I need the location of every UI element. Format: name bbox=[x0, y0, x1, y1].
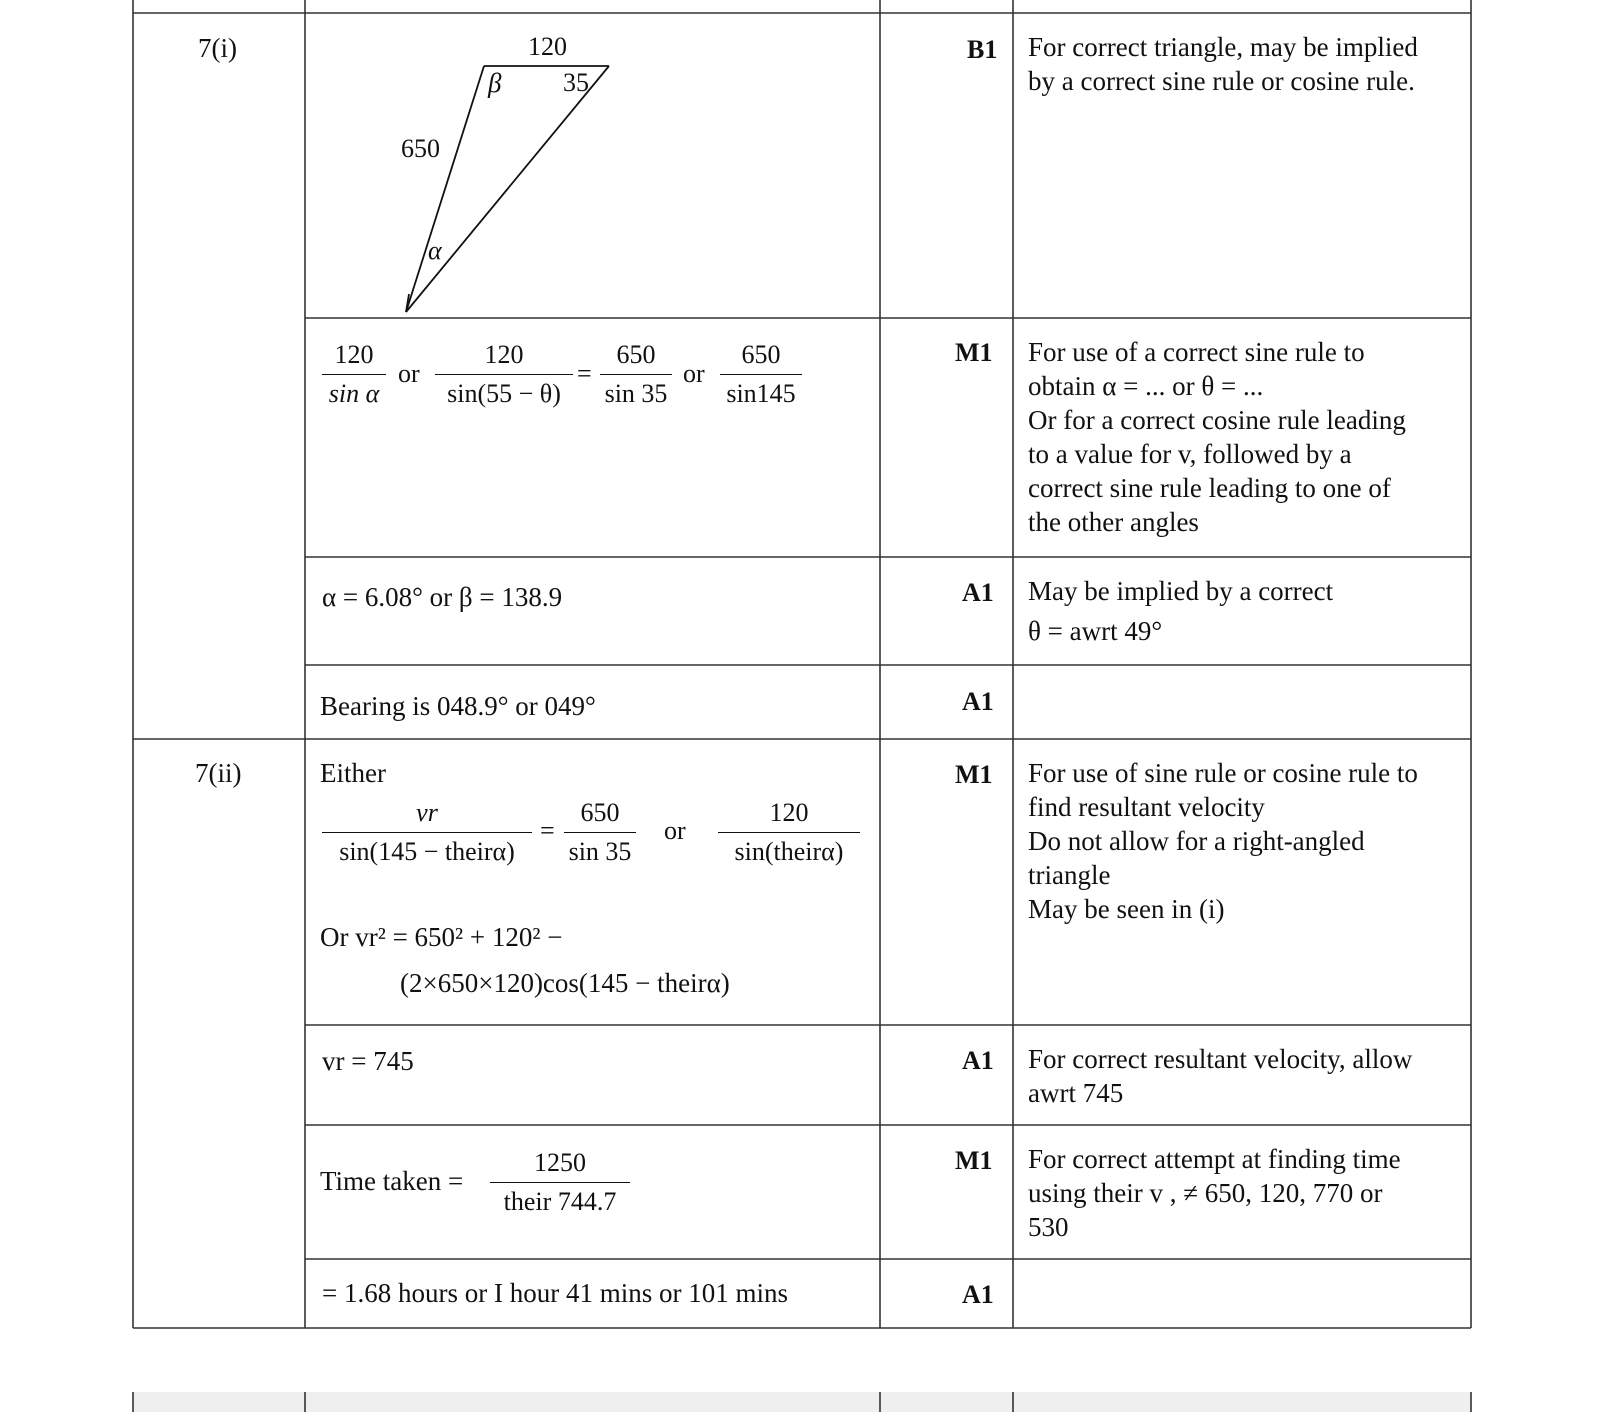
notes-7i-m1: For use of a correct sine rule to obtain α = ... or θ = ... Or for a correct cosine rule leading to a value for v, followed by a correct sine rule leading to one of the other angles bbox=[1028, 337, 1406, 537]
fraction-120-sin-alpha-7ii: 120 sin(theirα) bbox=[718, 798, 860, 867]
notes-7i-b1: For correct triangle, may be implied by a correct sine rule or cosine rule. bbox=[1028, 32, 1418, 96]
mark-7ii-a1: A1 bbox=[962, 1046, 994, 1075]
diagram-label-left: 650 bbox=[401, 134, 440, 163]
or-text-2: or bbox=[683, 359, 705, 388]
cosine-rule-line1: Or vr² = 650² + 120² − bbox=[320, 922, 563, 952]
mark-7ii-m1-time: M1 bbox=[955, 1146, 993, 1175]
notes-7ii-m1-time: For correct attempt at finding time using their v , ≠ 650, 120, 770 or 530 bbox=[1028, 1144, 1401, 1242]
fraction-vr-sin-145-alpha: vr sin(145 − theirα) bbox=[322, 798, 532, 867]
mark-7ii-m1: M1 bbox=[955, 760, 993, 789]
notes-7i-a1: May be implied by a correct θ = awrt 49° bbox=[1028, 576, 1334, 646]
diagram-label-top: 120 bbox=[528, 32, 567, 61]
fraction-650-sin35: 650 sin 35 bbox=[600, 340, 672, 409]
or-text: or bbox=[398, 359, 420, 388]
working-7i-alpha-value: α = 6.08° or β = 138.9 bbox=[322, 582, 563, 612]
fraction-650-sin35-7ii: 650 sin 35 bbox=[564, 798, 636, 867]
mark-7i-b1: B1 bbox=[967, 35, 998, 64]
cosine-rule-line2: (2×650×120)cos(145 − theirα) bbox=[400, 968, 730, 998]
fraction-120-sin-alpha: 120 sin α bbox=[322, 340, 386, 409]
time-taken-label: Time taken = bbox=[320, 1166, 464, 1196]
mark-7i-m1: M1 bbox=[955, 338, 993, 367]
working-7i-bearing: Bearing is 048.9° or 049° bbox=[320, 691, 596, 721]
either-text: Either bbox=[320, 758, 386, 788]
equals-sign-7ii: = bbox=[540, 816, 555, 845]
mark-7ii-a1-time: A1 bbox=[962, 1280, 994, 1309]
fraction-120-sin-55-theta: 120 sin(55 − θ) bbox=[435, 340, 573, 409]
diagram-angle-35: 35 bbox=[563, 68, 589, 97]
question-label-7ii: 7(ii) bbox=[195, 758, 242, 788]
diagram-angle-alpha: α bbox=[428, 236, 442, 265]
working-7ii-time-result: = 1.68 hours or I hour 41 mins or 101 mins bbox=[322, 1278, 788, 1308]
working-7ii-vr-value: vr = 745 bbox=[322, 1046, 414, 1076]
notes-7ii-a1: For correct resultant velocity, allow awrt 745 bbox=[1028, 1044, 1413, 1108]
fraction-650-sin145: 650 sin145 bbox=[720, 340, 802, 409]
fraction-time-taken: 1250 their 744.7 bbox=[490, 1148, 630, 1217]
equals-sign: = bbox=[577, 359, 592, 388]
notes-7ii-m1: For use of sine rule or cosine rule to find resultant velocity Do not allow for a right-angled triangle May be seen in (i) bbox=[1028, 758, 1418, 924]
question-label-7i: 7(i) bbox=[198, 33, 237, 63]
mark-7i-a1-bearing: A1 bbox=[962, 687, 994, 716]
or-text-7ii: or bbox=[664, 816, 686, 845]
diagram-angle-beta: β bbox=[488, 68, 502, 98]
mark-7i-a1: A1 bbox=[962, 578, 994, 607]
